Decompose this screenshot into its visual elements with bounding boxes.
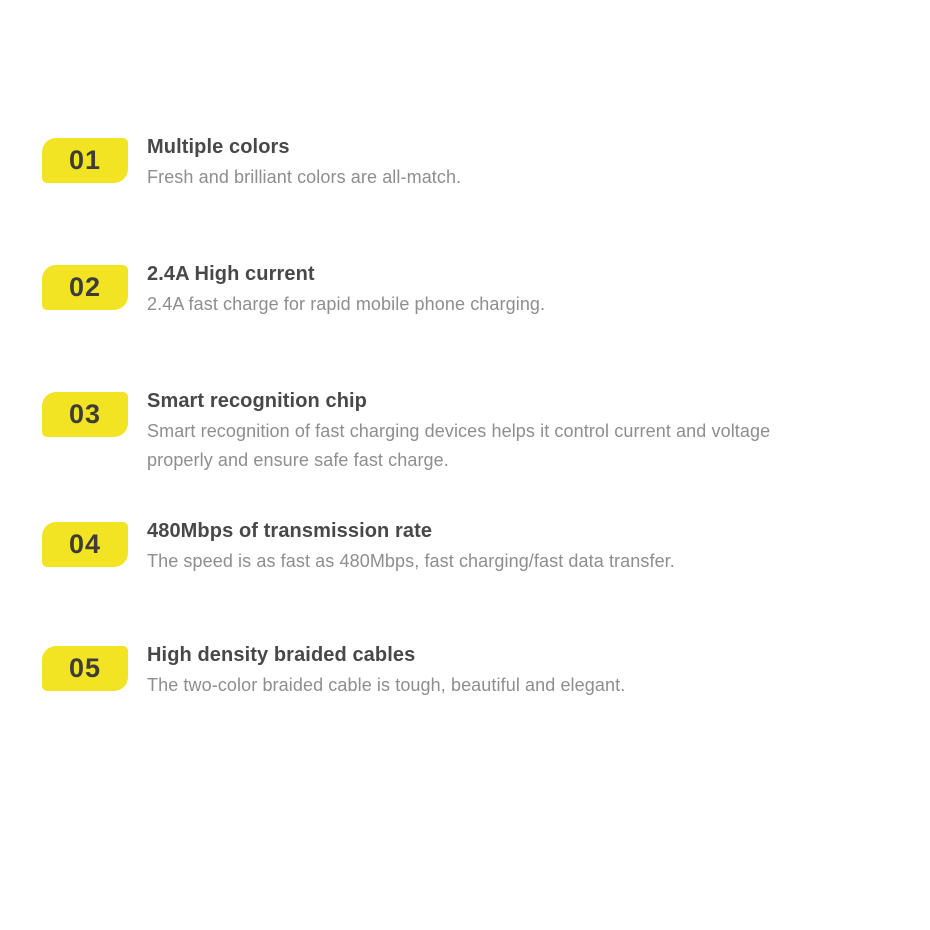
feature-number: 02 [68, 272, 102, 302]
feature-description [147, 417, 770, 475]
feature-description-line: properly and ensure safe fast charge. [147, 450, 449, 470]
feature-text [147, 387, 770, 475]
feature-description-line: Smart recognition of fast charging devices helps it control current and voltage [147, 421, 771, 441]
feature-description-line: Fresh and brilliant colors are all-match. [147, 167, 462, 187]
feature-title: High density braided cables [147, 644, 416, 666]
feature-row [42, 517, 675, 576]
feature-text [147, 133, 461, 192]
feature-number-badge [42, 138, 128, 183]
feature-number: 01 [68, 145, 102, 175]
feature-row [42, 133, 461, 192]
feature-description-line: 2.4A fast charge for rapid mobile phone charging. [147, 294, 546, 314]
feature-description [147, 163, 461, 192]
feature-description-line: The two-color braided cable is tough, beautiful and elegant. [147, 675, 626, 695]
feature-title: Multiple colors [147, 136, 290, 158]
feature-number-badge [42, 265, 128, 310]
feature-text [147, 260, 545, 319]
feature-row [42, 387, 770, 475]
feature-description [147, 671, 625, 700]
feature-title: Smart recognition chip [147, 390, 368, 412]
feature-number: 03 [68, 399, 102, 429]
feature-description [147, 290, 545, 319]
feature-number: 04 [68, 529, 102, 559]
feature-title: 2.4A High current [147, 263, 315, 285]
feature-row [42, 641, 625, 700]
feature-number-badge [42, 522, 128, 567]
feature-number-badge [42, 646, 128, 691]
feature-description-line: The speed is as fast as 480Mbps, fast charging/fast data transfer. [147, 551, 675, 571]
feature-row [42, 260, 545, 319]
feature-description [147, 547, 675, 576]
feature-text [147, 517, 675, 576]
feature-text [147, 641, 625, 700]
feature-number-badge [42, 392, 128, 437]
feature-number: 05 [68, 653, 102, 683]
feature-title: 480Mbps of transmission rate [147, 520, 433, 542]
